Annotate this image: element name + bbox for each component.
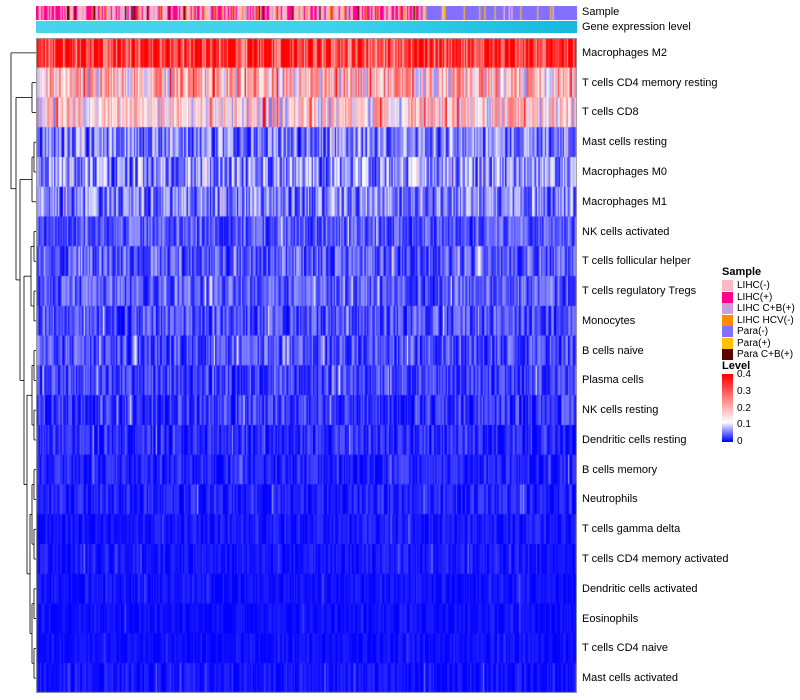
row-label: Mast cells resting	[582, 136, 667, 149]
row-label: T cells regulatory Tregs	[582, 285, 697, 298]
row-label: Dendritic cells resting	[582, 433, 687, 446]
sample-legend-swatch	[722, 303, 733, 314]
sample-legend-swatch	[722, 338, 733, 349]
row-label: Eosinophils	[582, 612, 639, 625]
level-legend-title: Level	[722, 360, 751, 372]
sample-legend-swatch	[722, 292, 733, 303]
level-legend-colorbar	[722, 374, 733, 442]
sample-legend-swatch	[722, 349, 733, 360]
row-label: B cells naive	[582, 344, 644, 357]
sample-annotation-label: Sample	[582, 6, 620, 18]
sample-legend-label: LIHC(+)	[737, 291, 773, 303]
row-label: T cells CD4 naive	[582, 642, 668, 655]
sample-legend-swatch	[722, 315, 733, 326]
row-label: Neutrophils	[582, 493, 638, 506]
sample-legend-label: Para(-)	[737, 326, 769, 337]
sample-legend-swatch	[722, 280, 733, 291]
sample-legend-title: Sample	[722, 266, 762, 278]
row-label: T cells CD8	[582, 106, 639, 119]
row-label: Monocytes	[582, 314, 636, 327]
row-label: B cells memory	[582, 463, 658, 476]
row-label: T cells gamma delta	[582, 523, 681, 536]
sample-legend-label: LIHC HCV(-)	[737, 314, 794, 326]
row-label: Macrophages M2	[582, 46, 667, 59]
row-dendrogram	[8, 38, 36, 693]
gene-expression-annotation-track	[36, 21, 577, 33]
row-label: Macrophages M0	[582, 165, 667, 178]
row-label: Plasma cells	[582, 374, 644, 387]
sample-annotation-track	[36, 6, 577, 20]
row-label: T cells CD4 memory resting	[582, 76, 718, 89]
sample-legend-label: LIHC(-)	[737, 280, 770, 291]
level-legend-tick: 0.3	[737, 385, 751, 397]
row-label: Dendritic cells activated	[582, 582, 698, 595]
row-label: T cells CD4 memory activated	[582, 553, 729, 566]
sample-legend-label: Para(+)	[737, 337, 771, 349]
row-label: T cells follicular helper	[582, 255, 691, 268]
gene-expression-annotation-label: Gene expression level	[582, 21, 691, 33]
level-legend-tick: 0.4	[737, 369, 751, 380]
level-legend-tick: 0.2	[737, 402, 751, 414]
level-legend-tick: 0.1	[737, 419, 751, 431]
row-label: NK cells activated	[582, 225, 670, 238]
row-label: NK cells resting	[582, 404, 659, 417]
sample-legend-label: LIHC C+B(+)	[737, 303, 795, 314]
sample-legend-label: Para C+B(+)	[737, 349, 794, 360]
row-label: Macrophages M1	[582, 195, 667, 208]
heatmap-matrix	[36, 38, 577, 693]
row-label: Mast cells activated	[582, 672, 678, 685]
sample-legend-swatch	[722, 326, 733, 337]
level-legend-tick: 0	[737, 436, 743, 447]
